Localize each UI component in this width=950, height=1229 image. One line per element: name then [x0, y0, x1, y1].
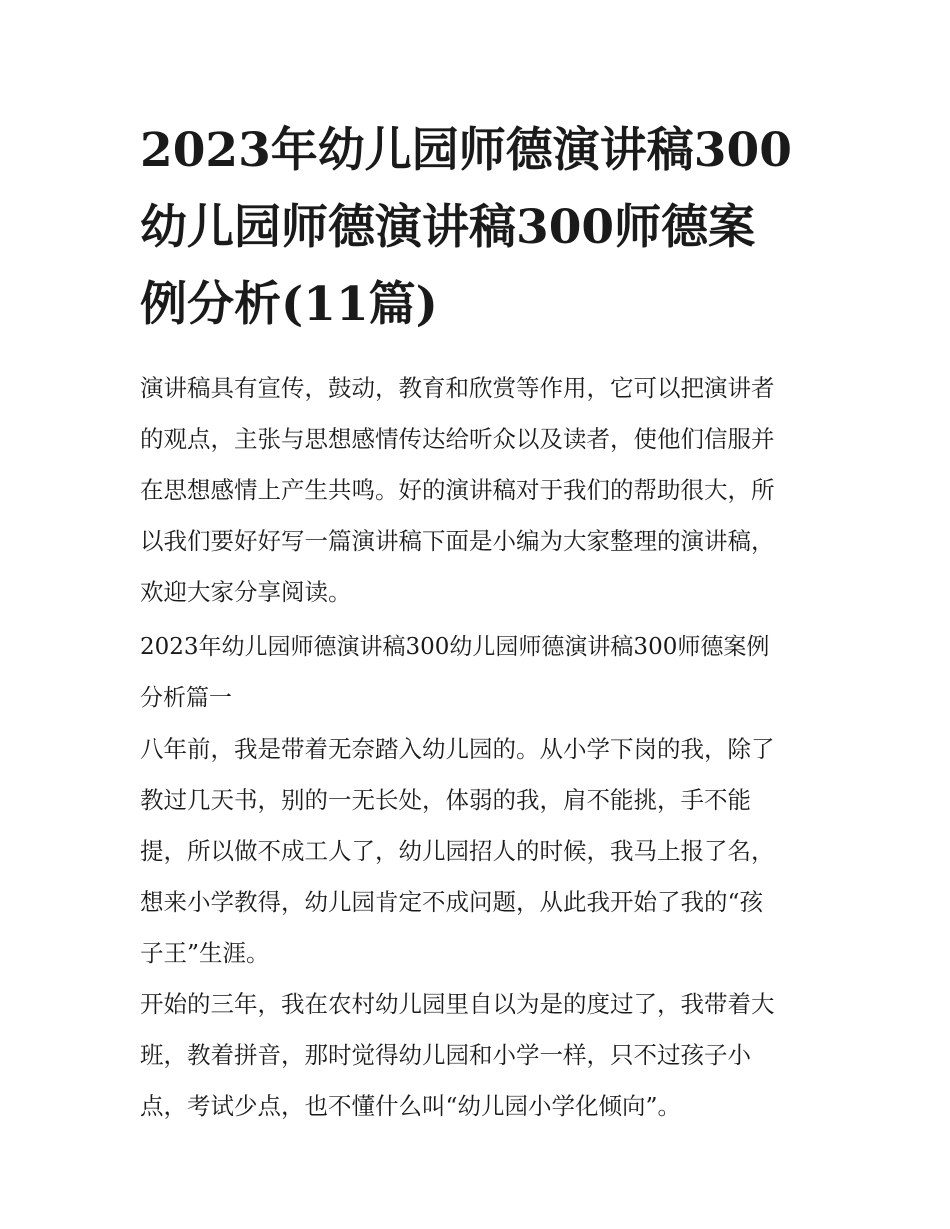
section-heading — [140, 622, 812, 724]
body-paragraph-1 — [140, 724, 812, 979]
text-line: 欢迎大家分享阅读。 — [140, 578, 352, 606]
text-line: 开始的三年，我在农村幼儿园里自以为是的度过了，我带着大 — [140, 990, 775, 1018]
title-line: 幼儿园师德演讲稿300师德案 — [140, 200, 756, 255]
body-paragraph-2 — [140, 979, 812, 1132]
text-line: 演讲稿具有宣传，鼓动，教育和欣赏等作用，它可以把演讲者 — [140, 374, 775, 402]
heading-line: 分析篇一 — [140, 685, 232, 711]
text-line: 点，考试少点，也不懂什么叫“幼儿园小学化倾向”。 — [140, 1092, 682, 1120]
title-line: 例分析(11篇) — [140, 277, 438, 332]
text-line: 提，所以做不成工人了，幼儿园招人的时候，我马上报了名， — [140, 837, 775, 865]
text-line: 子王”生涯。 — [140, 939, 270, 967]
document-title — [140, 112, 812, 343]
intro-paragraph — [140, 363, 812, 618]
title-line: 2023年幼儿园师德演讲稿300 — [140, 123, 792, 178]
text-line: 八年前，我是带着无奈踏入幼儿园的。从小学下岗的我，除了 — [140, 735, 775, 763]
heading-line: 2023年幼儿园师德演讲稿300幼儿园师德演讲稿300师德案例 — [140, 634, 770, 660]
document-page — [140, 112, 812, 1132]
text-line: 以我们要好好写一篇演讲稿下面是小编为大家整理的演讲稿， — [140, 527, 775, 555]
text-line: 的观点，主张与思想感情传达给听众以及读者，使他们信服并 — [140, 425, 775, 453]
text-line: 教过几天书，别的一无长处，体弱的我，肩不能挑，手不能 — [140, 786, 751, 814]
text-line: 班，教着拼音，那时觉得幼儿园和小学一样，只不过孩子小 — [140, 1041, 751, 1069]
text-line: 想来小学教得，幼儿园肯定不成问题，从此我开始了我的“孩 — [140, 888, 764, 916]
text-line: 在思想感情上产生共鸣。好的演讲稿对于我们的帮助很大，所 — [140, 476, 775, 504]
